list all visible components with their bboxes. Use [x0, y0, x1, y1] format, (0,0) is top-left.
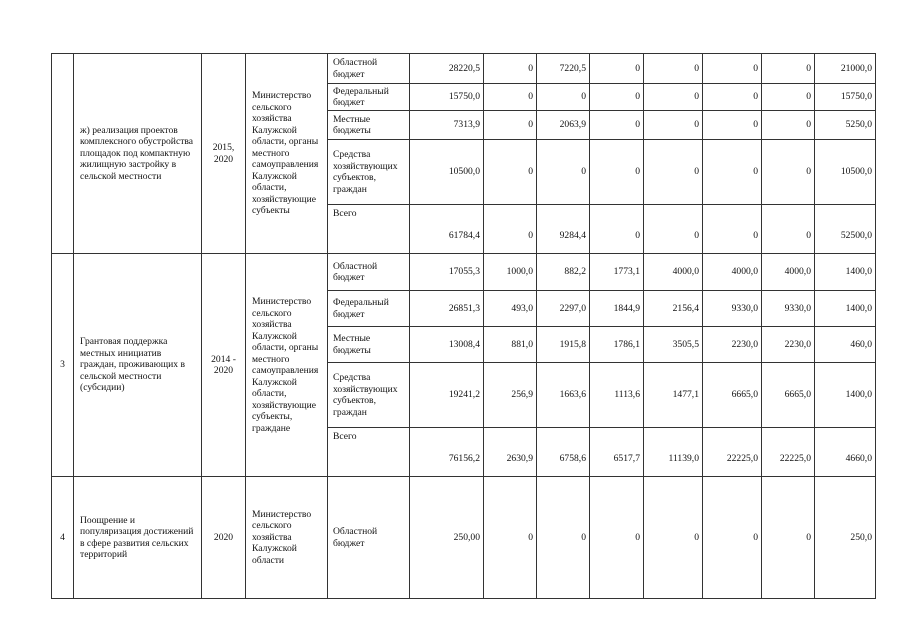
amount-cell: 2230,0 [762, 327, 815, 363]
amount-cell: 1663,6 [537, 363, 590, 428]
amount-cell: 4660,0 [815, 428, 876, 477]
period: 2015, 2020 [202, 54, 246, 254]
amount-cell: 2630,9 [484, 428, 537, 477]
amount-cell: 17055,3 [410, 254, 484, 291]
amount-cell: 6517,7 [590, 428, 644, 477]
amount-cell: 2297,0 [537, 291, 590, 327]
amount-cell: 4000,0 [644, 254, 703, 291]
funding-source: Федеральный бюджет [328, 84, 410, 111]
amount-cell: 0 [762, 477, 815, 599]
amount-cell: 15750,0 [815, 84, 876, 111]
amount-cell: 5250,0 [815, 111, 876, 140]
executor: Министерство сельского хозяйства Калужской области [246, 477, 328, 599]
amount-cell: 1400,0 [815, 291, 876, 327]
amount-cell: 1915,8 [537, 327, 590, 363]
table-row [52, 54, 876, 84]
amount-cell: 7220,5 [537, 54, 590, 84]
funding-source: Средства хозяйствующих субъектов, граждан [328, 363, 410, 428]
amount-cell: 0 [644, 205, 703, 254]
amount-cell: 11139,0 [644, 428, 703, 477]
amount-cell: 2063,9 [537, 111, 590, 140]
amount-cell: 0 [537, 140, 590, 205]
amount-cell: 1844,9 [590, 291, 644, 327]
amount-cell: 13008,4 [410, 327, 484, 363]
amount-cell: 0 [484, 477, 537, 599]
amount-cell: 0 [762, 111, 815, 140]
amount-cell: 256,9 [484, 363, 537, 428]
funding-source: Областной бюджет [328, 254, 410, 291]
amount-cell: 6758,6 [537, 428, 590, 477]
amount-cell: 3505,5 [644, 327, 703, 363]
funding-source: Федеральный бюджет [328, 291, 410, 327]
amount-cell: 9330,0 [703, 291, 762, 327]
funding-source: Местные бюджеты [328, 327, 410, 363]
funding-source: Всего [328, 205, 410, 254]
amount-cell: 0 [484, 205, 537, 254]
period: 2020 [202, 477, 246, 599]
amount-cell: 0 [644, 111, 703, 140]
amount-cell: 7313,9 [410, 111, 484, 140]
amount-cell: 76156,2 [410, 428, 484, 477]
amount-cell: 0 [484, 84, 537, 111]
amount-cell: 0 [703, 111, 762, 140]
amount-cell: 0 [644, 477, 703, 599]
amount-cell: 460,0 [815, 327, 876, 363]
amount-cell: 9330,0 [762, 291, 815, 327]
amount-cell: 0 [537, 84, 590, 111]
amount-cell: 250,0 [815, 477, 876, 599]
amount-cell: 1773,1 [590, 254, 644, 291]
amount-cell: 0 [644, 84, 703, 111]
amount-cell: 9284,4 [537, 205, 590, 254]
amount-cell: 0 [762, 205, 815, 254]
amount-cell: 0 [484, 140, 537, 205]
funding-source: Областной бюджет [328, 54, 410, 84]
amount-cell: 22225,0 [703, 428, 762, 477]
amount-cell: 6665,0 [762, 363, 815, 428]
amount-cell: 0 [590, 84, 644, 111]
amount-cell: 1786,1 [590, 327, 644, 363]
amount-cell: 1113,6 [590, 363, 644, 428]
amount-cell: 0 [703, 477, 762, 599]
funding-source: Местные бюджеты [328, 111, 410, 140]
amount-cell: 0 [703, 84, 762, 111]
amount-cell: 0 [703, 54, 762, 84]
amount-cell: 15750,0 [410, 84, 484, 111]
amount-cell: 882,2 [537, 254, 590, 291]
amount-cell: 0 [644, 54, 703, 84]
table-row [52, 477, 876, 599]
amount-cell: 26851,3 [410, 291, 484, 327]
table-row [52, 254, 876, 291]
budget-table [51, 53, 876, 599]
amount-cell: 0 [590, 477, 644, 599]
amount-cell: 28220,5 [410, 54, 484, 84]
amount-cell: 61784,4 [410, 205, 484, 254]
amount-cell: 0 [590, 111, 644, 140]
amount-cell: 0 [590, 54, 644, 84]
amount-cell: 881,0 [484, 327, 537, 363]
amount-cell: 1400,0 [815, 254, 876, 291]
row-number [52, 54, 74, 254]
amount-cell: 4000,0 [762, 254, 815, 291]
amount-cell: 6665,0 [703, 363, 762, 428]
funding-source: Областной бюджет [328, 477, 410, 599]
amount-cell: 0 [484, 54, 537, 84]
executor: Министерство сельского хозяйства Калужской области, органы местного самоуправления Калужской области, хозяйствующие субъекты, граждане [246, 254, 328, 477]
amount-cell: 0 [537, 477, 590, 599]
amount-cell: 21000,0 [815, 54, 876, 84]
executor: Министерство сельского хозяйства Калужской области, органы местного самоуправления Калужской области, хозяйствующие субъекты [246, 54, 328, 254]
amount-cell: 0 [703, 140, 762, 205]
amount-cell: 0 [590, 140, 644, 205]
amount-cell: 1000,0 [484, 254, 537, 291]
funding-source: Всего [328, 428, 410, 477]
amount-cell: 1477,1 [644, 363, 703, 428]
amount-cell: 0 [703, 205, 762, 254]
amount-cell: 52500,0 [815, 205, 876, 254]
row-number: 3 [52, 254, 74, 477]
measure-name: Поощрение и популяризация достижений в сфере развития сельских территорий [74, 477, 202, 599]
amount-cell: 0 [762, 140, 815, 205]
period: 2014 - 2020 [202, 254, 246, 477]
measure-name: ж) реализация проектов комплексного обустройства площадок под компактную жилищную застройку в сельской местности [74, 54, 202, 254]
amount-cell: 250,00 [410, 477, 484, 599]
amount-cell: 10500,0 [410, 140, 484, 205]
amount-cell: 10500,0 [815, 140, 876, 205]
amount-cell: 493,0 [484, 291, 537, 327]
amount-cell: 1400,0 [815, 363, 876, 428]
amount-cell: 4000,0 [703, 254, 762, 291]
amount-cell: 19241,2 [410, 363, 484, 428]
amount-cell: 22225,0 [762, 428, 815, 477]
amount-cell: 2156,4 [644, 291, 703, 327]
amount-cell: 0 [590, 205, 644, 254]
row-number: 4 [52, 477, 74, 599]
measure-name: Грантовая поддержка местных инициатив граждан, проживающих в сельской местности (субсидии) [74, 254, 202, 477]
funding-source: Средства хозяйствующих субъектов, граждан [328, 140, 410, 205]
amount-cell: 0 [762, 84, 815, 111]
amount-cell: 2230,0 [703, 327, 762, 363]
amount-cell: 0 [484, 111, 537, 140]
amount-cell: 0 [644, 140, 703, 205]
table-body [52, 54, 876, 599]
amount-cell: 0 [762, 54, 815, 84]
